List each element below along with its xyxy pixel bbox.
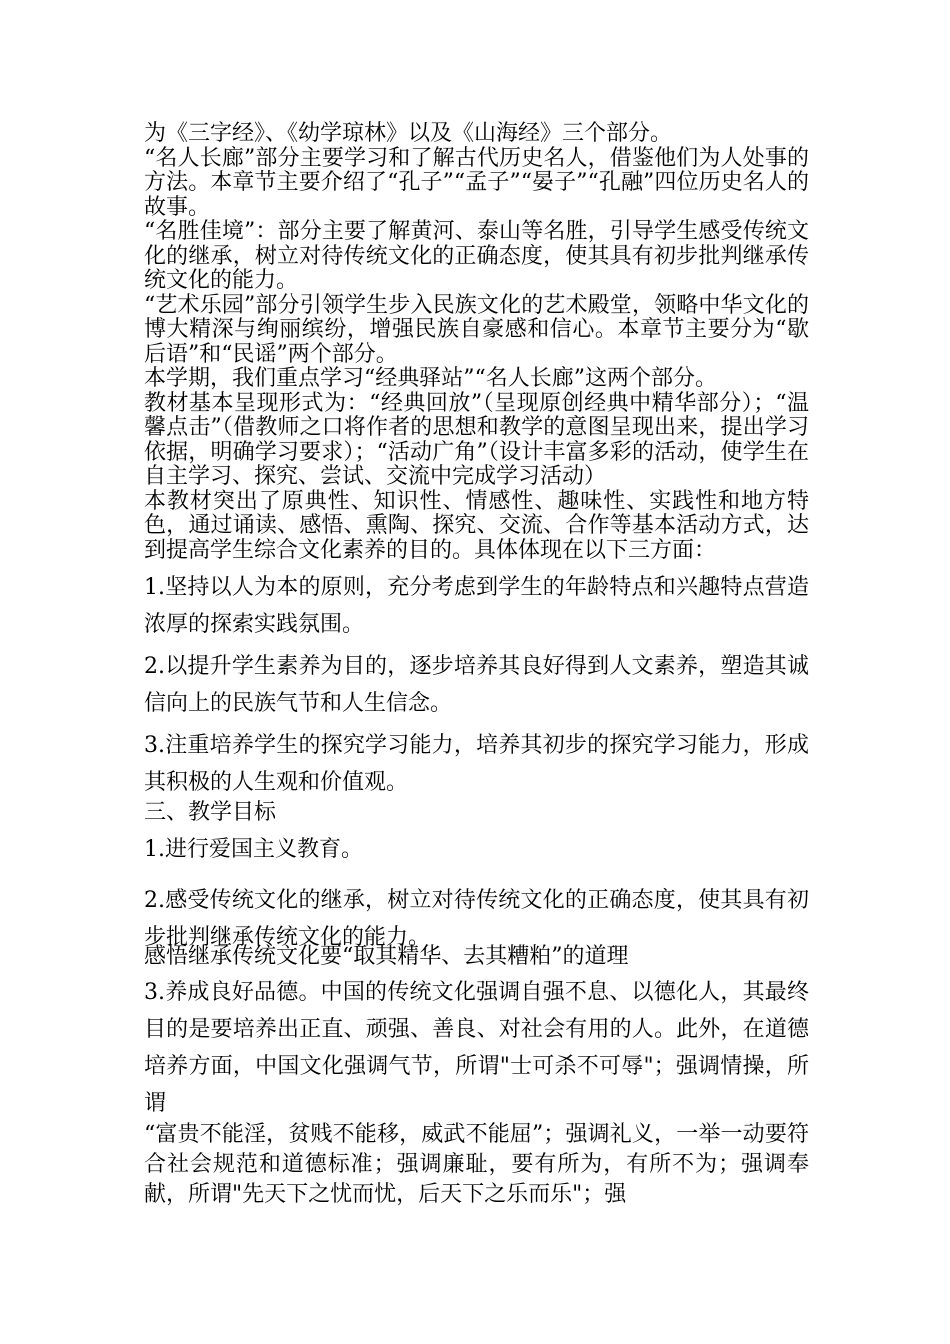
section-heading-teaching-goals: 三、教学目标: [144, 800, 277, 825]
point-2: 2.以提升学生素养为目的，逐步培养其良好得到人文素养，塑造其诚信向上的民族气节和人生信念。: [144, 654, 809, 716]
paragraph-textbook-features: 本教材突出了原典性、知识性、情感性、趣味性、实践性和地方特色，通过诵读、感悟、熏陶、探究、交流、合作等基本活动方式，达到提高学生综合文化素养的目的。具体体现在以下三方面：: [144, 488, 809, 563]
goal-1: 1.进行爱国主义教育。: [144, 836, 363, 862]
document-body: [144, 122, 809, 1210]
paragraph-scenic-spots: “名胜佳境”：部分主要了解黄河、泰山等名胜，引导学生感受传统文化的继承，树立对待传统文化的正确态度，使其具有初步批判继承传统文化的能力。: [144, 219, 809, 293]
paragraph-famous-people: “名人长廊”部分主要学习和了解古代历史名人，借鉴他们为人处事的方法。本章节主要介绍了“孔子”“孟子”“晏子”“孔融”四位历史名人的故事。: [144, 145, 809, 220]
paragraph-classics-parts: 为《三字经》、《幼学琼林》以及《山海经》三个部分。: [144, 121, 673, 146]
point-3: 3.注重培养学生的探究学习能力，培养其初步的探究学习能力，形成其积极的人生观和价值观。: [144, 733, 809, 795]
goal-2: [144, 882, 809, 970]
goal-3-main: 3.养成良好品德。中国的传统文化强调自强不息、以德化人，其最终目的是要培养出正直、顽强、善良、对社会有用的人。此外，在道德培养方面，中国文化强调气节，所谓"士可杀不可辱"；强调情操，所谓: [144, 980, 809, 1116]
goal-3: [144, 974, 809, 1210]
point-1: 1.坚持以人为本的原则，充分考虑到学生的年龄特点和兴趣特点营造浓厚的探索实践氛围。: [144, 575, 809, 637]
paragraph-presentation-forms: 教材基本呈现形式为：“经典回放”（呈现原创经典中精华部分）；“温馨点击”（借教师之口将作者的思想和教学的意图呈现出来，提出学习依据，明确学习要求）；“活动广角”（设计丰富多彩的活动，使学生在自主学习、探究、尝试、交流中完成学习活动）: [144, 390, 809, 489]
paragraph-semester-focus: 本学期，我们重点学习“经典驿站”“名人长廊”这两个部分。: [144, 366, 717, 391]
goal-2-main: 2.感受传统文化的继承，树立对待传统文化的正确态度，使其具有初步批判继承传统文化的能力。: [144, 887, 809, 950]
goal-3-continued: “富贵不能淫，贫贱不能移，威武不能屈”；强调礼义，一举一动要符合社会规范和道德标准；强调廉耻，要有所为，有所不为；强调奉献，所谓"先天下之忧而忧，后天下之乐而乐"；强: [144, 1122, 809, 1207]
goal-2-continued: 感悟继承传统文化要“取其精华、去其糟粕”的道理: [144, 943, 629, 969]
paragraph-art-garden: “艺术乐园”部分引领学生步入民族文化的艺术殿堂，领略中华文化的博大精深与绚丽缤纷，增强民族自豪感和信心。本章节主要分为“歇后语”和“民谣”两个部分。: [144, 292, 809, 367]
